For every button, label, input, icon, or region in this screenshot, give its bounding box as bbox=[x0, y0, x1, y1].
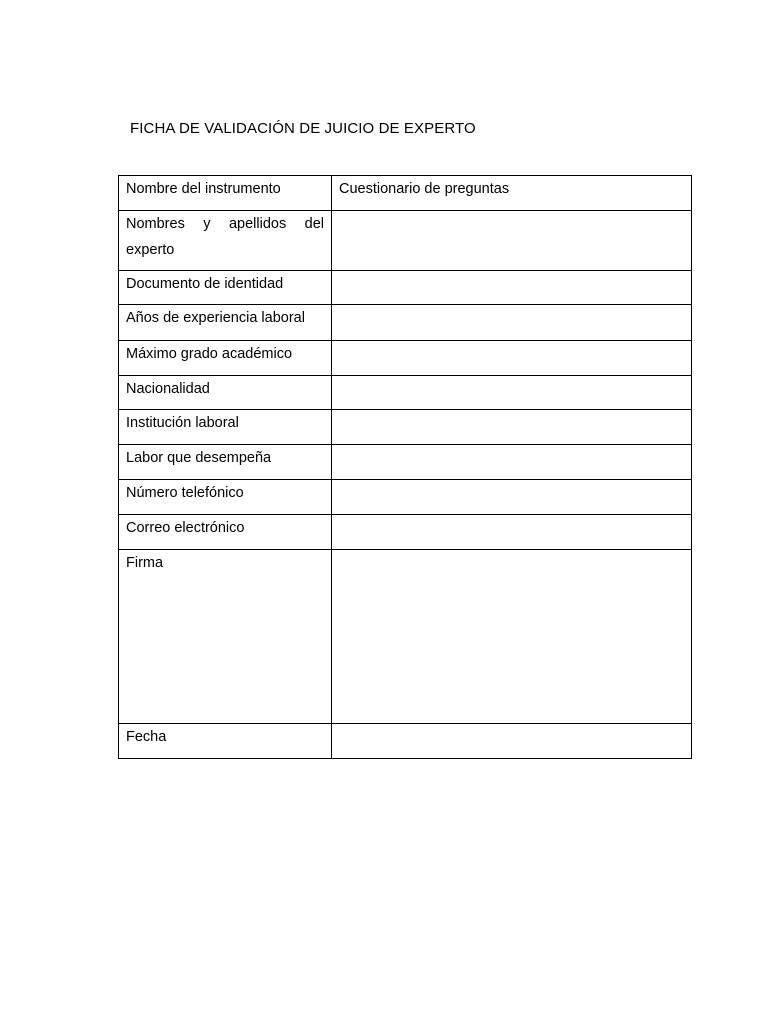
value-email[interactable] bbox=[332, 515, 692, 550]
row-signature bbox=[119, 550, 692, 724]
value-expert-name[interactable] bbox=[332, 211, 692, 271]
label-nationality: Nacionalidad bbox=[119, 376, 332, 410]
row-job-role bbox=[119, 445, 692, 480]
value-phone-number[interactable] bbox=[332, 480, 692, 515]
label-academic-degree: Máximo grado académico bbox=[119, 341, 332, 376]
label-signature: Firma bbox=[119, 550, 332, 724]
value-institution[interactable] bbox=[332, 410, 692, 445]
value-work-experience[interactable] bbox=[332, 305, 692, 341]
label-work-experience: Años de experiencia laboral bbox=[119, 305, 332, 341]
row-nationality bbox=[119, 376, 692, 410]
row-institution bbox=[119, 410, 692, 445]
value-instrument-name[interactable]: Cuestionario de preguntas bbox=[332, 176, 692, 211]
row-date bbox=[119, 724, 692, 759]
row-phone-number bbox=[119, 480, 692, 515]
label-date: Fecha bbox=[119, 724, 332, 759]
value-identity-document[interactable] bbox=[332, 271, 692, 305]
value-job-role[interactable] bbox=[332, 445, 692, 480]
row-instrument-name bbox=[119, 176, 692, 211]
row-work-experience bbox=[119, 305, 692, 341]
value-academic-degree[interactable] bbox=[332, 341, 692, 376]
label-institution: Institución laboral bbox=[119, 410, 332, 445]
value-nationality[interactable] bbox=[332, 376, 692, 410]
row-identity-document bbox=[119, 271, 692, 305]
value-date[interactable] bbox=[332, 724, 692, 759]
page-title: FICHA DE VALIDACIÓN DE JUICIO DE EXPERTO bbox=[130, 120, 476, 137]
label-expert-name: Nombres y apellidos del experto bbox=[119, 211, 332, 271]
expert-validation-table bbox=[118, 175, 692, 759]
label-phone-number: Número telefónico bbox=[119, 480, 332, 515]
row-expert-name bbox=[119, 211, 692, 271]
label-instrument-name: Nombre del instrumento bbox=[119, 176, 332, 211]
row-email bbox=[119, 515, 692, 550]
label-job-role: Labor que desempeña bbox=[119, 445, 332, 480]
label-identity-document: Documento de identidad bbox=[119, 271, 332, 305]
label-email: Correo electrónico bbox=[119, 515, 332, 550]
row-academic-degree bbox=[119, 341, 692, 376]
value-signature[interactable] bbox=[332, 550, 692, 724]
